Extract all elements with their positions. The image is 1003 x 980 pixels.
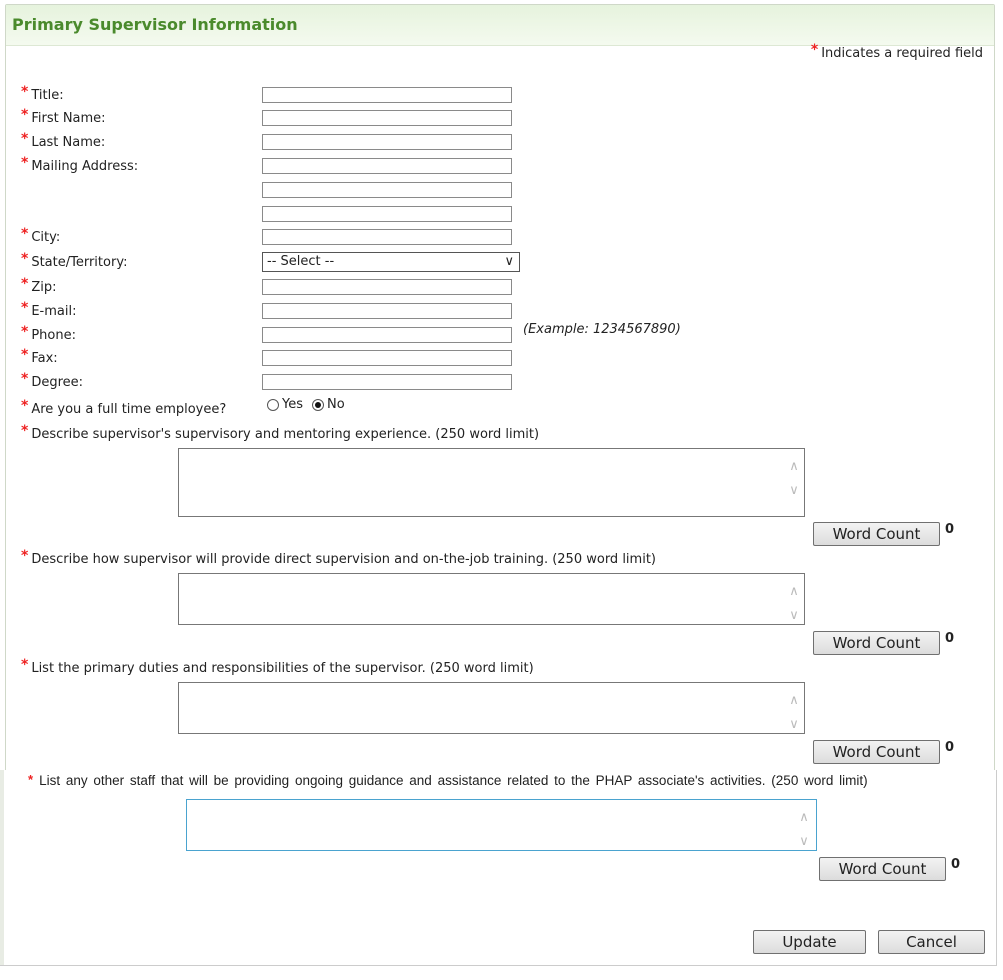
chevron-down-icon: ∨ [799, 834, 809, 849]
other-staff-textarea[interactable] [186, 799, 817, 851]
required-marker: * [21, 300, 29, 316]
page-title: Primary Supervisor Information [12, 15, 298, 34]
required-note-text: Indicates a required field [821, 46, 983, 61]
degree-label: * Degree: [21, 371, 84, 390]
last-name-label: * Last Name: [21, 131, 106, 150]
chevron-up-icon: ∧ [789, 693, 799, 708]
required-marker: * [21, 251, 29, 267]
question-label: * List the primary duties and responsibilities of the supervisor. (250 word limit) [21, 657, 534, 676]
no-label: No [327, 397, 345, 412]
state-select[interactable] [262, 252, 520, 272]
question-label: * Describe how supervisor will provide direct supervision and on-the-job training. (250 word limit) [21, 548, 656, 567]
mailing-address-line2-input[interactable] [262, 182, 512, 198]
first-name-label: * First Name: [21, 107, 106, 126]
word-count-value: 0 [945, 740, 955, 755]
mailing-address-line3-input[interactable] [262, 206, 512, 222]
phone-example: (Example: 1234567890) [523, 322, 681, 337]
mentoring-experience-textarea[interactable] [178, 448, 805, 517]
textarea-scrollbar[interactable] [796, 806, 812, 854]
question-label: * List any other staff that will be providing ongoing guidance and assistance related to the PHAP associate's activities. (250 word limit) [28, 772, 868, 788]
required-marker: * [21, 548, 29, 564]
panel-header [6, 5, 994, 46]
last-name-input[interactable] [262, 134, 512, 150]
required-marker: * [21, 155, 29, 171]
word-count-value: 0 [945, 631, 955, 646]
required-marker: * [21, 276, 29, 292]
word-count-value: 0 [951, 857, 961, 872]
required-marker: * [21, 131, 29, 147]
email-label: * E-mail: [21, 300, 77, 319]
chevron-down-icon: ∨ [789, 717, 799, 732]
required-marker: * [21, 347, 29, 363]
zip-label: * Zip: [21, 276, 57, 295]
required-marker: * [21, 398, 29, 414]
required-marker: * [21, 371, 29, 387]
word-count-button[interactable]: Word Count [813, 522, 940, 546]
required-marker: * [21, 423, 29, 439]
word-count-button[interactable]: Word Count [813, 740, 940, 764]
word-count-button[interactable]: Word Count [819, 857, 946, 881]
word-count-button[interactable]: Word Count [813, 631, 940, 655]
required-marker: * [21, 657, 29, 673]
required-marker: * [21, 226, 29, 242]
question-label: * Describe supervisor's supervisory and mentoring experience. (250 word limit) [21, 423, 540, 442]
degree-input[interactable] [262, 374, 512, 390]
mailing-address-line1-input[interactable] [262, 158, 512, 174]
required-marker: * [21, 107, 29, 123]
supervision-training-textarea[interactable] [178, 573, 805, 625]
required-marker: * [21, 84, 29, 100]
state-select-value: -- Select -- [267, 254, 335, 269]
phone-label: * Phone: [21, 324, 76, 343]
email-input[interactable] [262, 303, 512, 319]
word-count-value: 0 [945, 522, 955, 537]
title-input[interactable] [262, 87, 512, 103]
full-time-no-radio[interactable] [312, 399, 324, 411]
duties-responsibilities-textarea[interactable] [178, 682, 805, 734]
mailing-address-label: * Mailing Address: [21, 155, 139, 174]
full-time-yes-radio[interactable] [267, 399, 279, 411]
required-marker: * [810, 42, 819, 58]
phone-input[interactable] [262, 327, 512, 343]
chevron-up-icon: ∧ [799, 810, 809, 825]
fax-input[interactable] [262, 350, 512, 366]
textarea-scrollbar[interactable] [786, 689, 802, 737]
chevron-down-icon: ∨ [504, 254, 514, 269]
yes-label: Yes [282, 397, 303, 412]
textarea-scrollbar[interactable] [786, 580, 802, 628]
chevron-up-icon: ∧ [789, 459, 799, 474]
required-field-note [810, 42, 983, 61]
cancel-button[interactable]: Cancel [878, 930, 985, 954]
divider [996, 770, 997, 966]
state-label: * State/Territory: [21, 251, 128, 270]
zip-input[interactable] [262, 279, 512, 295]
divider [0, 965, 997, 966]
fax-label: * Fax: [21, 347, 58, 366]
textarea-scrollbar[interactable] [786, 455, 802, 503]
update-button[interactable]: Update [753, 930, 866, 954]
required-marker: * [21, 324, 29, 340]
full-time-label: * Are you a full time employee? [21, 398, 227, 417]
chevron-down-icon: ∨ [789, 608, 799, 623]
city-label: * City: [21, 226, 61, 245]
chevron-down-icon: ∨ [789, 483, 799, 498]
required-marker: * [28, 772, 34, 787]
first-name-input[interactable] [262, 110, 512, 126]
divider [0, 770, 4, 966]
title-label: * Title: [21, 84, 64, 103]
city-input[interactable] [262, 229, 512, 245]
full-time-radio-group [267, 397, 354, 412]
chevron-up-icon: ∧ [789, 584, 799, 599]
